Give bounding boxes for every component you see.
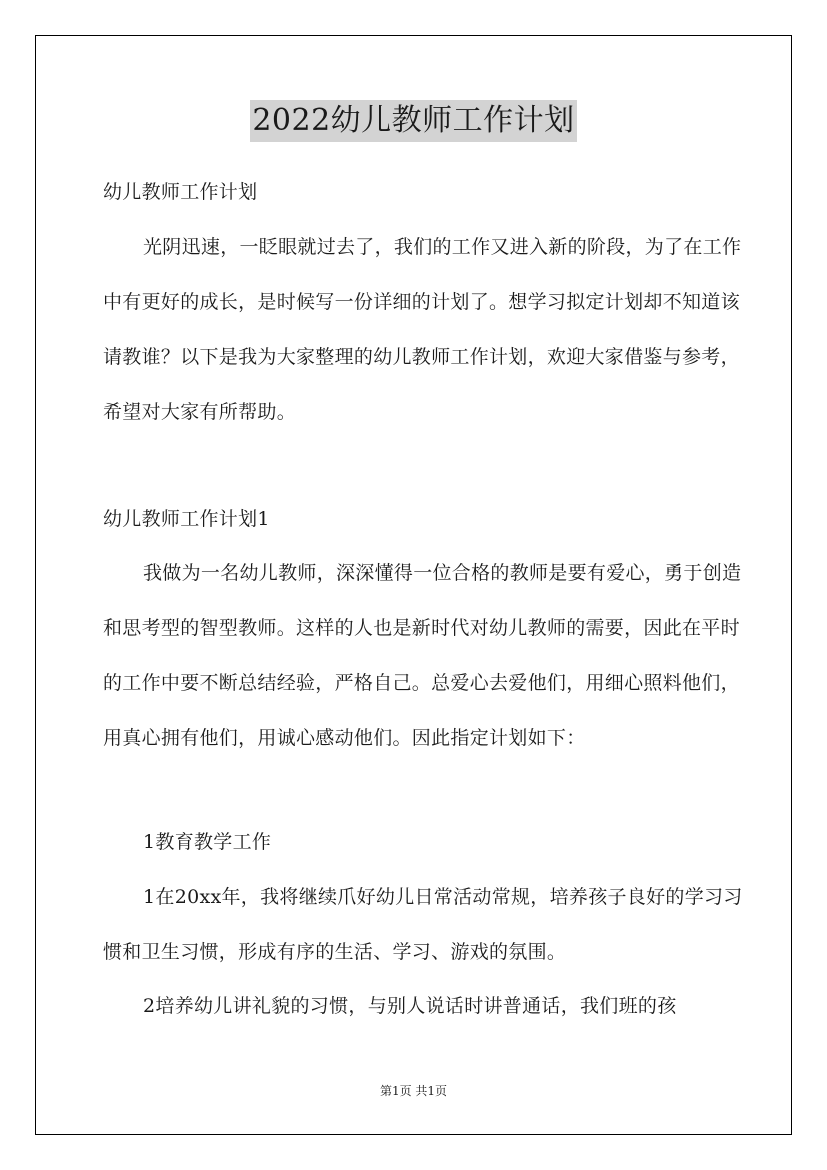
title-container: [0, 100, 827, 142]
item-2-paragraph: 2培养幼儿讲礼貌的习惯，与别人说话时讲普通话，我们班的孩: [143, 995, 677, 1017]
page-footer: 第1页 共1页: [379, 1084, 448, 1098]
item-heading: 1教育教学工作: [143, 831, 272, 853]
section-body-paragraph: 我做为一名幼儿教师，深深懂得一位合格的教师是要有爱心，勇于创造和思考型的智型教师。这样的人也是新时代对幼儿教师的需要，因此在平时的工作中要不断总结经验，严格自己。总爱心去爱他们，用细心照料他们，用真心拥有他们，用诚心感动他们。因此指定计划如下：: [103, 562, 742, 749]
intro-paragraph: 光阴迅速，一眨眼就过去了，我们的工作又进入新的阶段，为了在工作中有更好的成长，是时候写一份详细的计划了。想学习拟定计划却不知道该请教谁？以下是我为大家整理的幼儿教师工作计划，欢迎大家借鉴与参考，希望对大家有所帮助。: [103, 236, 742, 423]
document-subtitle: 幼儿教师工作计划: [103, 181, 258, 203]
section-heading: 幼儿教师工作计划1: [103, 508, 270, 530]
document-title: 2022幼儿教师工作计划: [250, 100, 576, 142]
item-1-paragraph: 1在20xx年，我将继续爪好幼儿日常活动常规，培养孩子良好的学习习惯和卫生习惯，形成有序的生活、学习、游戏的氛围。: [103, 886, 743, 963]
